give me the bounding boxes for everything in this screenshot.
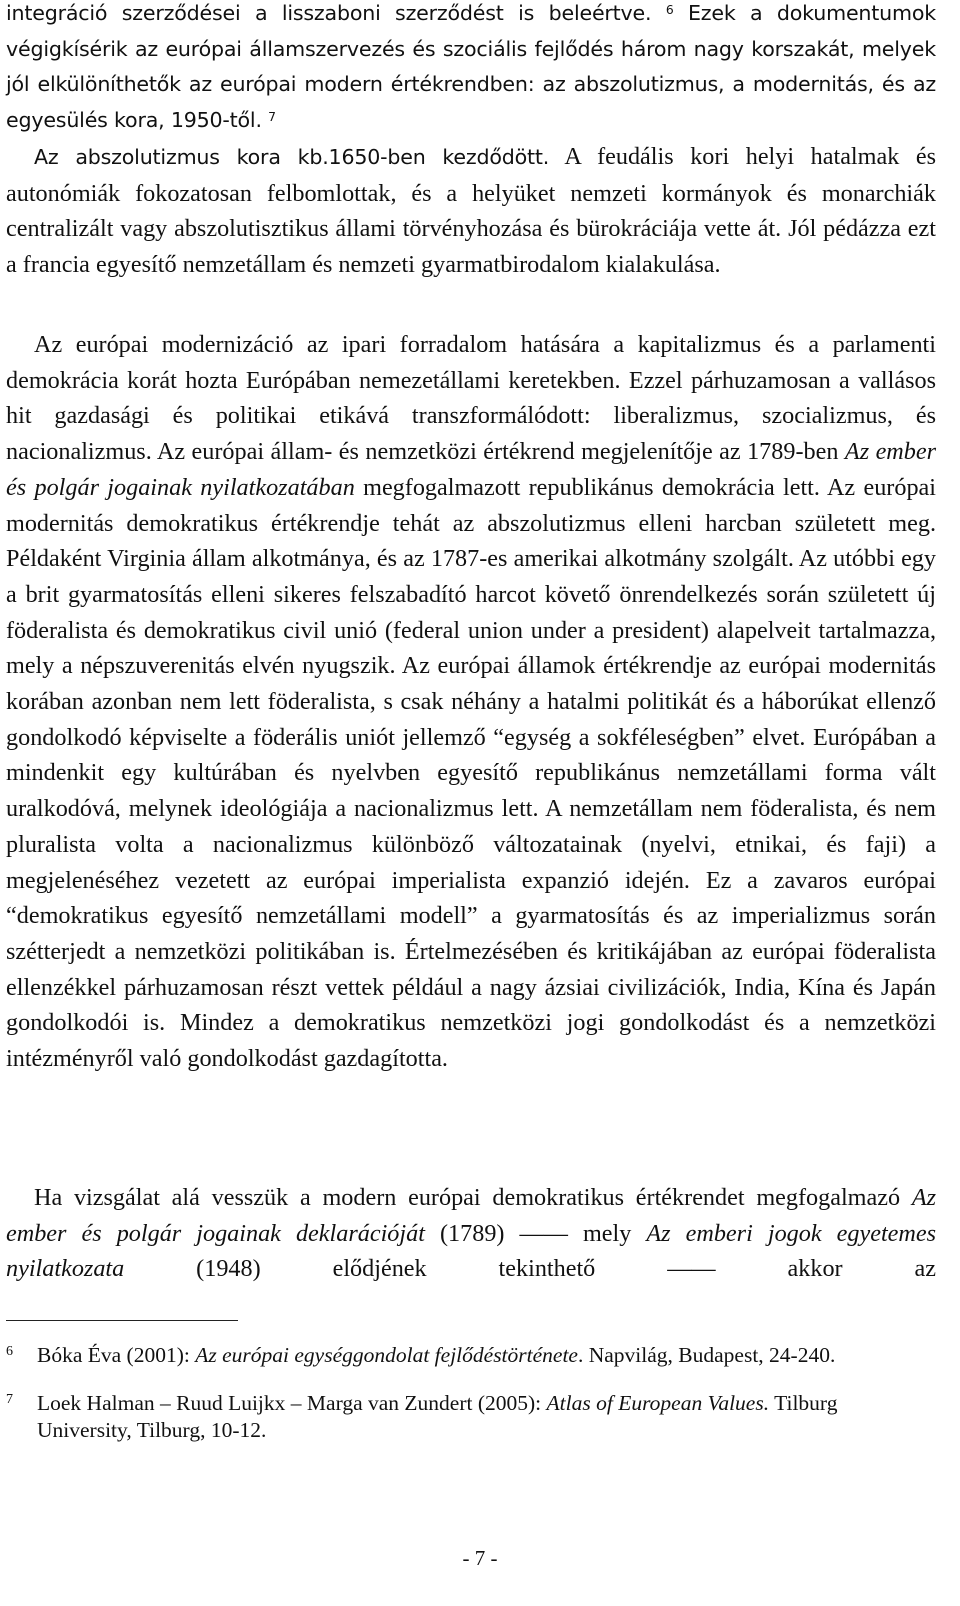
footnote-number: 6 (6, 1344, 13, 1359)
paragraph-modernization-text-b: Ezzel párhuzamosan a vallásos hit gazdasági és politikai etikává transzformálódott: (6, 366, 937, 430)
footnote-7 (6, 1390, 936, 1444)
paragraph-absolutism-text-b: A feudális kori helyi hatalmak és autonómiák fokozatosan felbomlottak, és a helyüket nemzeti kormányok és monarchiák centralizált vagy abszolutisztikus állami törvényhozása és bürokráciája vette át. (6, 143, 936, 243)
paragraph-examination-text-c: (1789) —— mely (440, 1219, 632, 1247)
paragraph-examination-text-e: (1948) elődjének tekinthető —— akkor az (196, 1255, 936, 1283)
paragraph-absolutism-text-c: Jól pédázza ezt a francia egyesítő nemzetállam és nemzeti gyarmatbirodalom kialakulása. (6, 215, 936, 279)
footnote-6-text-a: Bóka Éva (2001): (37, 1343, 190, 1367)
paragraph-absolutism-lead: Az abszolutizmus kora kb.1650-ben kezdődött. (34, 145, 550, 169)
footnote-7-text-b: Tilburg University, Tilburg, 10-12. (37, 1391, 838, 1442)
paragraph-absolutism (6, 139, 936, 283)
paragraph-modernization (6, 327, 936, 1077)
footnote-separator (6, 1320, 238, 1321)
paragraph-modernization-text-c: liberalizmus, szocializmus, és nacionalizmus. (6, 402, 936, 466)
paragraph-intro (6, 0, 936, 139)
paragraph-modernization-text-g: Az európai modernitás demokratikus értékrendje tehát az abszolutizmus elleni harcban született meg. Példaként Virginia állam alkotmánya, és az 1787-es amerikai alkotmány szolgált. Az utóbbi egy a brit gyarmatosítás elleni sikeres felszabadító harcot követő önrendelkezés során született új föderalista és demokratikus civil unió (federal union under a president) alapelveit tartalmazza, mely a népszuverenitás elvén nyugszik. Az európai államok értékrendje az európai modernitás korában azonban nem lett föderalista, s csak néhány a hatalmi politikát és a háborúkat ellenző gondolkodó képviselte a föderális uniót jellemző “egység a sokféleségben” elvet. Európában a mindenkit egy kultúrában és nyelvben egyesítő republikánus nemzetállami forma vált uralkodóvá, melynek ideológiája a nacionalizmus lett. A nemzetállam nem föderalista, és nem pluralista volta a nacionalizmus különböző változatainak (nyelvi, etnikai, és faji) a megjelenéséhez vezetett az európai imperialista expanzió idején. Ez a zavaros európai “demokratikus egyesítő nemzetállami modell” a gyarmatosítás és az imperializmus során szétterjedt a nemzetközi politikában is. Értelmezésében és kritikájában az európai föderalista ellenzékkel párhuzamosan részt vettek például a nagy ázsiai civilizációk, India, Kína és Japán gondolkodói is. Mindez a demokratikus nemzetközi jogi gondolkodást és a nemzetközi intézményről való gondolkodást gazdagította. (6, 473, 937, 1073)
paragraph-examination-text-a: Ha vizsgálat alá vesszük a modern európai demokratikus értékrendet megfogalmazó (34, 1184, 901, 1211)
paragraph-modernization-text-f: megfogalmazott republikánus demokrácia lett. (363, 473, 820, 501)
footnote-6 (6, 1342, 936, 1369)
paragraph-modernization-text-a: Az európai modernizáció az ipari forradalom hatására a kapitalizmus és a parlamenti demokrácia korát hozta Európában nemezetállami keretekben. (6, 331, 936, 394)
paragraph-examination (6, 1180, 936, 1287)
footnote-7-text-a: Loek Halman – Ruud Luijkx – Marga van Zundert (2005): (37, 1391, 542, 1415)
footnote-6-text-b: . Napvilág, Budapest, 24-240. (577, 1343, 836, 1367)
footnote-ref-6[interactable]: 6 (665, 3, 674, 17)
paragraph-intro-text-a: integráció szerződései a lisszaboni szerződést is beleértve. (6, 1, 652, 25)
declaration-title-1789: Az ember és polgár jogainak nyilatkozatában (6, 438, 937, 501)
page-number: - 7 - (462, 1546, 498, 1570)
paragraph-modernization-text-d: Az európai állam- és nemzetközi értékrend megjelenítője az 1789-ben (156, 438, 839, 466)
declaration-title-deklaracio: Az ember és polgár jogainak deklarációját (6, 1184, 937, 1247)
footnote-7-title: Atlas of European Values. (546, 1391, 770, 1415)
paragraph-intro-text-b: Ezek a dokumentumok végigkísérik az európai államszervezés és szociális fejlődés három nagy korszakát, melyek jól elkülöníthetők az európai modern értékrendben: az abszolutizmus, a modernitás, és az egyesülés kora, 1950-től. (6, 1, 936, 133)
footnote-ref-7[interactable]: 7 (268, 110, 276, 125)
footnote-number: 7 (6, 1392, 13, 1407)
universal-declaration-title: Az emberi jogok egyetemes nyilatkozata (6, 1219, 937, 1283)
footnote-6-title: Az európai egységgondolat fejlődéstörténete (195, 1343, 578, 1367)
